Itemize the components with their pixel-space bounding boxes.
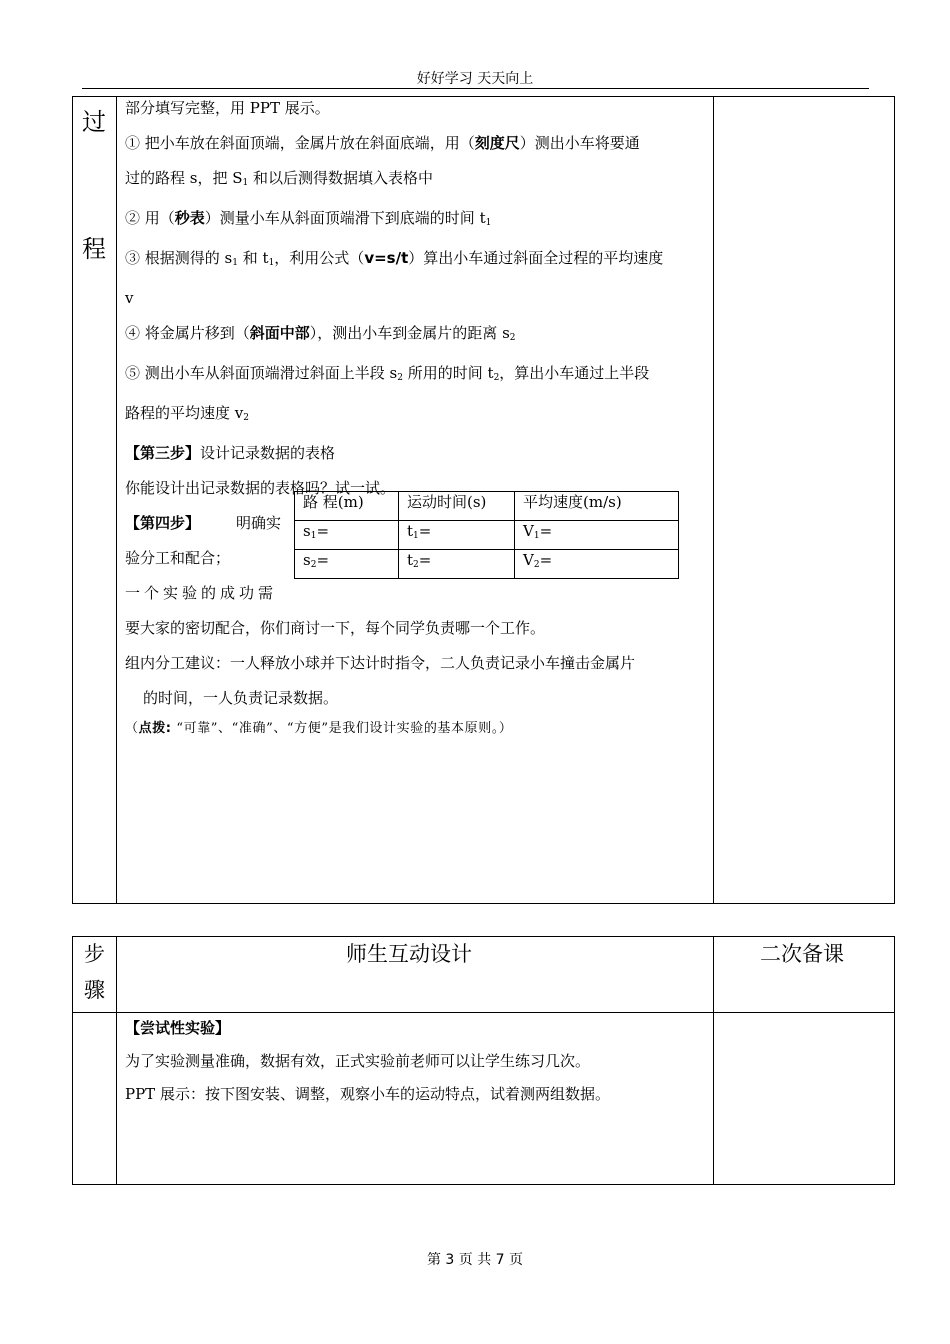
trial-line-2: PPT 展示：按下图安装、调整，观察小车的运动特点，试着测两组数据。 [125, 1085, 610, 1103]
table-header-row [295, 492, 679, 521]
steps-table-divider-left [116, 936, 117, 1185]
process-content [125, 91, 663, 742]
keyword-ruler: 刻度尺 [474, 134, 520, 152]
page-header: 好好学习 天天向上 [416, 71, 534, 87]
page-footer: 第 3 页 共 7 页 [426, 1252, 524, 1268]
cell-t1: $t_1=$ [399, 521, 515, 550]
line-17: 的时间，一人负责记录数据。 [143, 689, 339, 707]
table-row [295, 550, 679, 579]
line-9: 路程的平均速度 $v_2$ [125, 404, 249, 423]
trial-line-1: 为了实验测量准确，数据有效，正式实验前老师可以让学生练习几次。 [125, 1052, 591, 1070]
line-15: 要大家的密切配合，你们商讨一下，每个同学负责哪一个工作。 [125, 619, 546, 637]
step-three-heading: 【第三步】 [125, 444, 201, 462]
cell-s2: $s_2=$ [295, 550, 399, 579]
step-four-heading: 【第四步】 [125, 514, 201, 532]
line-6: v [125, 289, 134, 307]
line-3: 过的路程 s，把 $S_1$ 和以后测得数据填入表格中 [125, 169, 434, 188]
col-label-bu: 步 [84, 942, 105, 966]
cell-v1: $V_1=$ [515, 521, 679, 550]
header-time: 运动时间(s) [399, 492, 515, 521]
line-8: ⑤ 测出小车从斜面顶端滑过斜面上半段 $s_2$ 所用的时间 $t_2$，算出小车通过上半段 [125, 364, 650, 383]
col-title-second-prep: 二次备课 [760, 942, 844, 966]
line-7: ④ 将金属片移到（斜面中部），测出小车到金属片的距离 $s_2$ [125, 324, 516, 343]
steps-table-divider-right [713, 936, 714, 1185]
line-5: ③ 根据测得的 $s_1$ 和 $t_1$，利用公式（v=s/t）算出小车通过斜面全过程的平均速度 [125, 249, 664, 268]
table-row [295, 521, 679, 550]
steps-content [125, 1012, 610, 1111]
keyword-formula: v=s/t [364, 249, 409, 267]
cell-t2: $t_2=$ [399, 550, 515, 579]
keyword-slope-middle: 斜面中部 [249, 324, 310, 342]
line-16: 组内分工建议：一人释放小球并下达计时指令，二人负责记录小车撞击金属片 [125, 654, 636, 672]
col-title-interaction-design: 师生互动设计 [346, 942, 472, 966]
line-18: （点拨: “可靠”、“准确”、“方便”是我们设计实验的基本原则。） [125, 721, 513, 736]
cell-v2: $V_2=$ [515, 550, 679, 579]
header-distance: 路 程(m) [295, 492, 399, 521]
trial-heading: 【尝试性实验】 [125, 1019, 231, 1037]
keyword-stopwatch: 秒表 [174, 209, 205, 227]
line-4: ② 用（秒表）测量小车从斜面顶端滑下到底端的时间 $t_1$ [125, 209, 492, 228]
line-10: 【第三步】设计记录数据的表格 [125, 444, 336, 462]
cell-s1: $s_1=$ [295, 521, 399, 550]
line-14: 一个实验的成功需 [125, 584, 278, 602]
process-table-divider-left [116, 96, 117, 904]
side-label-cheng: 程 [82, 235, 106, 263]
line-11: 你能设计出记录数据的表格吗？试一试。 [125, 479, 396, 497]
record-data-table [294, 491, 679, 579]
header-rule [82, 88, 869, 89]
line-13: 验分工和配合； [125, 549, 231, 567]
col-label-zhou: 骤 [84, 978, 105, 1002]
line-1: 部分填写完整，用 PPT 展示。 [125, 99, 330, 117]
header-speed: 平均速度(m/s) [515, 492, 679, 521]
tip-label: 点拨: [138, 721, 172, 736]
line-2: ① 把小车放在斜面顶端，金属片放在斜面底端，用（刻度尺）测出小车将要通 [125, 134, 640, 152]
process-table-divider-right [713, 96, 714, 904]
line-12: 【第四步】 明确实 [125, 506, 281, 541]
side-label-guo: 过 [82, 108, 106, 136]
